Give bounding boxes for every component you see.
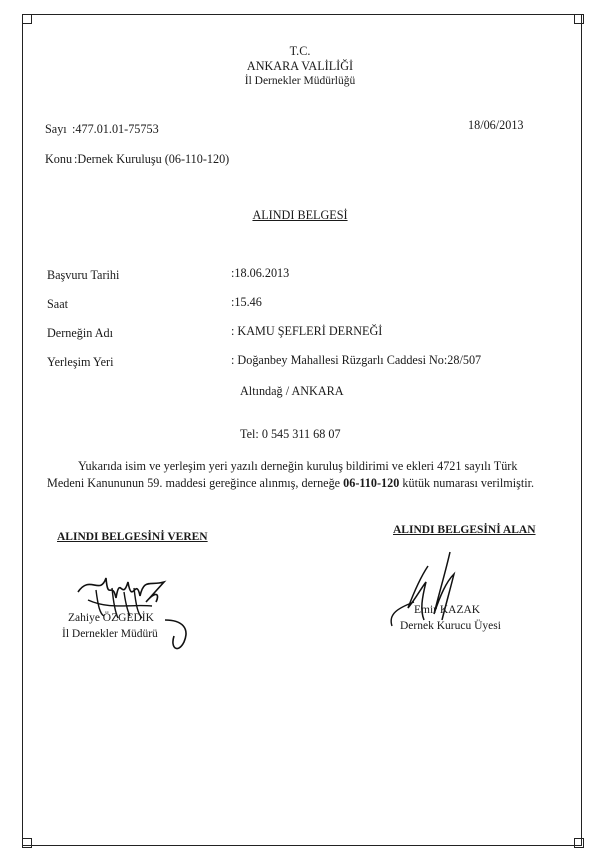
right-signer-title: Dernek Kurucu Üyesi bbox=[400, 620, 501, 632]
basvuru-tarihi-value: :18.06.2013 bbox=[231, 266, 290, 280]
basvuru-tarihi-label: Başvuru Tarihi bbox=[47, 268, 120, 282]
header-ankara-valiligi: ANKARA VALİLİĞİ bbox=[246, 59, 354, 73]
header-il-dernekler: İl Dernekler Müdürlüğü bbox=[244, 75, 356, 87]
left-signer-title: İl Dernekler Müdürü bbox=[62, 628, 158, 640]
saat-value: :15.46 bbox=[231, 295, 262, 309]
header-tc: T.C. bbox=[289, 44, 311, 58]
sayi-label: Sayı bbox=[45, 122, 67, 136]
right-signer-name: Emir KAZAK bbox=[414, 604, 481, 616]
corner-mark bbox=[574, 838, 584, 848]
corner-mark bbox=[22, 838, 32, 848]
body-line-1: Yukarıda isim ve yerleşim yeri yazılı derneğin kuruluş bildirimi ve ekleri 4721 sayılı Türk bbox=[78, 459, 518, 473]
right-signature-heading: ALINDI BELGESİNİ ALAN bbox=[393, 524, 536, 536]
left-signature-heading: ALINDI BELGESİNİ VEREN bbox=[57, 531, 208, 543]
document-date: 18/06/2013 bbox=[468, 118, 524, 132]
dernek-adi-value: : KAMU ŞEFLERİ DERNEĞİ bbox=[231, 324, 383, 338]
telephone: Tel: 0 545 311 68 07 bbox=[240, 427, 341, 441]
sayi-value: :477.01.01-75753 bbox=[72, 122, 159, 136]
yerlesim-yeri-value-line2: Altındağ / ANKARA bbox=[240, 384, 344, 398]
document-title: ALINDI BELGESİ bbox=[252, 208, 348, 222]
kutuk-number: 06-110-120 bbox=[343, 476, 400, 490]
konu-label: Konu bbox=[45, 152, 73, 166]
body-line-2: Medeni Kanununun 59. maddesi gereğince alınmış, derneğe 06-110-120 kütük numarası verilmiştir. bbox=[47, 476, 535, 490]
corner-mark bbox=[22, 14, 32, 24]
dernek-adi-label: Derneğin Adı bbox=[47, 326, 114, 340]
corner-mark bbox=[574, 14, 584, 24]
konu-value: :Dernek Kuruluşu (06-110-120) bbox=[74, 152, 230, 166]
yerlesim-yeri-value: : Doğanbey Mahallesi Rüzgarlı Caddesi No:28/507 bbox=[231, 353, 482, 367]
left-signer-name: Zahiye ÖZGEDİK bbox=[68, 612, 154, 624]
saat-label: Saat bbox=[47, 297, 68, 311]
yerlesim-yeri-label: Yerleşim Yeri bbox=[47, 355, 114, 369]
